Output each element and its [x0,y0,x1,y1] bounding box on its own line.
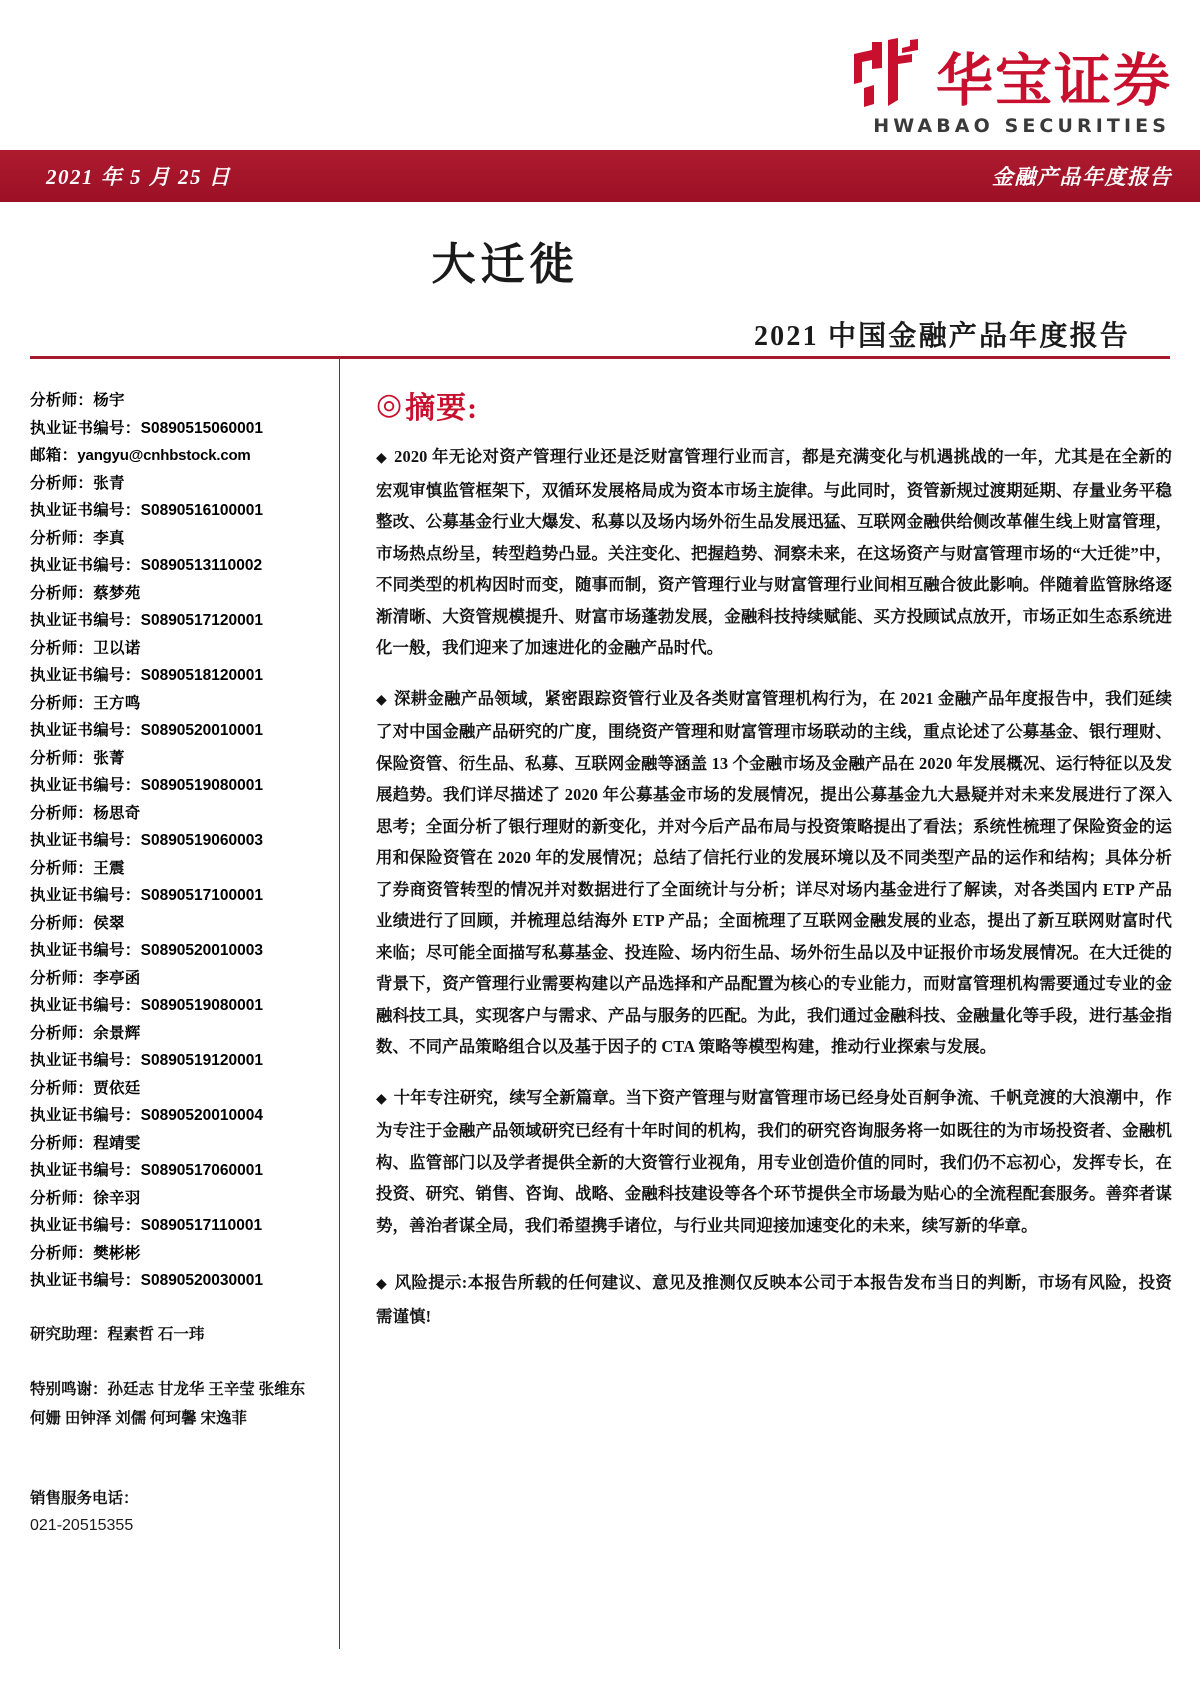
abstract-paragraph [376,1082,1172,1242]
research-assistant-names: 程素哲 石一玮 [107,1325,205,1343]
analyst-cert-row [30,1157,329,1185]
sidebar-spacer-3 [30,1433,329,1459]
logo-row [848,38,1172,114]
cert-number: S0890516100001 [140,502,264,519]
analyst-name: 王方鸣 [93,694,141,712]
analyst-name-row [30,690,329,718]
logo-band [0,0,1200,150]
analyst-name-row [30,1185,329,1213]
cert-number: S0890517060001 [140,1162,264,1179]
bullet-icon: ◆ [376,451,392,466]
analyst-name-row [30,965,329,993]
analyst-label: 分析师： [30,1134,94,1152]
cert-label: 执业证书编号： [30,1107,141,1124]
analyst-name: 张菁 [93,749,125,767]
title-block [0,202,1200,352]
analyst-sidebar [0,359,340,1649]
page-subtitle: 2021 中国金融产品年度报告 [753,321,1130,352]
cert-label: 执业证书编号： [30,777,141,794]
analyst-cert-row [30,717,329,745]
abstract-paragraph-text: 2020 年无论对资产管理行业还是泛财富管理行业而言，都是充满变化与机遇挑战的一年，尤其是在全新的宏观审慎监管框架下，双循环发展格局成为资本市场主旋律。与此同时，资管新规过渡期延期、存量业务平稳整改、公募基金行业大爆发、私募以及场内场外衍生品发展迅猛、互联网金融供给侧改革催生线上财富管理，市场热点纷呈，转型趋势凸显。关注变化、把握趋势、洞察未来，在这场资产与财富管理市场的“大迁徙”中，不同类型的机构因时而变，随事而制，资产管理行业与财富管理行业间相互融合彼此影响。伴随着监管脉络逐渐清晰、大资管规模提升、财富市场蓬勃发展，金融科技持续赋能、买方投顾试点放开，市场正如生态系统进化一般，我们迎来了加速进化的金融产品时代。 [376,447,1172,657]
special-thanks-line-1 [30,1375,329,1404]
abstract-heading-text: 摘要: [405,392,479,425]
analyst-name-row [30,525,329,553]
email-label: 邮箱： [30,447,78,464]
analyst-cert-row [30,1267,329,1295]
analyst-cert-row [30,415,329,443]
analyst-name-row [30,1240,329,1268]
abstract-heading [376,383,1172,427]
analyst-name: 贾依廷 [93,1079,141,1097]
analyst-name: 卫以诺 [93,639,141,657]
body-wrap [0,359,1200,1649]
header-red-bar [0,150,1200,202]
special-thanks-line-2: 何姗 田钟泽 刘儒 何珂馨 宋逸菲 [30,1409,248,1427]
risk-label: 风险提示: [394,1273,468,1292]
cert-label: 执业证书编号： [30,722,141,739]
analyst-label: 分析师： [30,694,94,712]
analyst-cert-row [30,772,329,800]
cert-label: 执业证书编号： [30,1052,141,1069]
abstract-paragraph-text: 十年专注研究，续写全新篇章。当下资产管理与财富管理市场已经身处百舸争流、千帆竞渡的大浪潮中，作为专注于金融产品领域研究已经有十年时间的机构，我们的研究咨询服务将一如既往的为市场投资者、金融机构、监管部门以及学者提供全新的大资管行业视角，用专业创造价值的同时，我们仍不忘初心，发挥专长，在投资、研究、销售、咨询、战略、金融科技建设等各个环节提供全市场最为贴心的全流程配套服务。善弈者谋势，善治者谋全局，我们希望携手诸位，与行业共同迎接加速变化的未来，续写新的华章。 [376,1087,1172,1235]
sidebar-spacer-1 [30,1295,329,1321]
report-date: 2021 年 5 月 25 日 [46,165,232,189]
analyst-label: 分析师： [30,1079,94,1097]
cert-number: S0890520030001 [140,1272,264,1289]
page-title: 大迁徙 [431,240,579,289]
analyst-cert-row [30,552,329,580]
cert-number: S0890517110001 [140,1217,263,1234]
analyst-label: 分析师： [30,392,94,409]
analyst-name: 杨宇 [93,392,125,409]
analyst-name: 樊彬彬 [93,1244,141,1262]
analyst-name: 杨思奇 [93,804,141,822]
analyst-cert-row [30,662,329,690]
cert-number: S0890518120001 [140,667,264,684]
abstract-column [340,359,1200,1649]
cert-number: S0890513110002 [140,557,263,574]
analyst-cert-row [30,607,329,635]
company-logo [848,38,1172,137]
cert-label: 执业证书编号： [30,612,141,629]
cert-label: 执业证书编号： [30,1217,141,1234]
sidebar-spacer-4 [30,1459,329,1485]
analyst-label: 分析师： [30,474,94,492]
abstract-paragraph-list [376,441,1172,1241]
bullet-icon-risk: ◆ [376,1277,388,1292]
analyst-cert-row [30,937,329,965]
cert-label: 执业证书编号： [30,942,141,959]
cert-label: 执业证书编号： [30,997,141,1014]
cert-label: 执业证书编号： [30,1162,141,1179]
analyst-name-row [30,1075,329,1103]
cert-label: 执业证书编号： [30,887,141,904]
special-thanks-names-1: 孙廷志 甘龙华 王辛莹 张维东 [107,1380,306,1398]
analyst-label: 分析师： [30,639,94,657]
cert-number: S0890519060003 [140,832,264,849]
analyst-name-row [30,800,329,828]
analyst-name-row [30,580,329,608]
cert-number: S0890520010003 [140,942,264,959]
research-assistant-label: 研究助理： [30,1325,108,1343]
cert-number: S0890515060001 [140,419,264,437]
cert-label: 执业证书编号： [30,832,141,849]
cert-number: S0890520010001 [140,722,264,739]
analyst-name: 侯翠 [93,914,125,932]
analyst-cert-row [30,1212,329,1240]
logo-english-name: HWABAO SECURITIES [873,115,1170,137]
analyst-label: 分析师： [30,969,94,987]
abstract-paragraph-text: 深耕金融产品领域，紧密跟踪资管行业及各类财富管理机构行为，在 2021 金融产品年度报告中，我们延续了对中国金融产品研究的广度，围绕资产管理和财富管理市场联动的主线，重点论述了公募基金、银行理财、保险资管、衍生品、私募、互联网金融等涵盖 13 个金融市场及金融产品在 2020 年发展概况、运行特征以及发展趋势。我们详尽描述了 2020 年公募基金市场的发展情况，提出公募基金九大悬疑并对未来发展进行了深入思考；全面分析了银行理财的新变化，并对今后产品布局与投资策略提出了看法；系统性梳理了保险资金的运用和保险资管在 2020 年的发展情况；总结了信托行业的发展环境以及不同类型产品的运作和结构；具体分析了券商资管转型的情况并对数据进行了全面统计与分析；详尽对场内基金进行了解读，对各类国内 ETP 产品业绩进行了回顾，并梳理总结海外 ETP 产品；全面梳理了互联网金融发展的业态，提出了新互联网财富时代来临；尽可能全面描写私募基金、投连险、场内衍生品、场外衍生品以及中证报价市场发展情况。在大迁徙的背景下，资产管理行业需要构建以产品选择和产品配置为核心的专业能力，而财富管理机构需要通过专业的金融科技工具，实现客户与需求、产品与服务的匹配。为此，我们通过金融科技、金融量化等手段，进行基金指数、不同产品策略组合以及基于因子的 CTA 策略等模型构建，推动行业探索与发展。 [376,688,1172,1056]
analyst-email[interactable]: yangyu@cnhbstock.com [77,447,251,464]
analyst-label: 分析师： [30,749,94,767]
cert-label: 执业证书编号： [30,1272,141,1289]
analyst-label: 分析师： [30,914,94,932]
risk-disclaimer [376,1267,1172,1332]
analyst-label: 分析师： [30,1024,94,1042]
analyst-label: 分析师： [30,529,94,547]
cert-label: 执业证书编号： [30,557,141,574]
cert-number: S0890519080001 [140,777,264,794]
analyst-name: 余景辉 [93,1024,141,1042]
research-assistant-row [30,1321,329,1349]
cert-number: S0890519080001 [140,997,264,1014]
risk-text: 本报告所载的任何建议、意见及推测仅反映本公司于本报告发布当日的判断，市场有风险，投资需谨慎! [376,1273,1172,1326]
sales-phone-number[interactable]: 021-20515355 [30,1516,134,1534]
abstract-paragraph [376,441,1172,664]
analyst-cert-row [30,1047,329,1075]
analyst-name: 王震 [93,859,125,877]
bullet-icon: ◆ [376,692,391,708]
analyst-name-row [30,745,329,773]
analyst-name-row [30,910,329,938]
analyst-label: 分析师： [30,859,94,877]
analyst-label: 分析师： [30,584,94,602]
special-thanks-label: 特别鸣谢： [30,1380,108,1398]
analyst-name: 程靖雯 [93,1134,141,1152]
analyst-cert-row [30,827,329,855]
analyst-name: 蔡梦苑 [93,584,141,602]
cert-number: S0890517120001 [140,612,264,629]
cert-number: S0890517100001 [140,887,264,904]
analyst-name-row [30,470,329,498]
sales-phone-label: 销售服务电话： [30,1489,139,1507]
cert-number: S0890519120001 [140,1052,264,1069]
cert-number: S0890520010004 [140,1107,264,1124]
report-kind-label: 金融产品年度报告 [992,165,1172,189]
cert-label: 执业证书编号： [30,502,141,519]
logo-chinese-name: 华宝证券 [936,47,1172,114]
analyst-name: 徐辛羽 [93,1189,141,1207]
analyst-name-row [30,387,329,415]
analyst-name-row [30,855,329,883]
analyst-cert-row [30,882,329,910]
analyst-name: 李真 [93,529,125,547]
analyst-list [30,387,329,1295]
cert-label: 执业证书编号： [30,667,141,684]
hwabao-mark-icon [848,38,922,108]
analyst-email-row[interactable] [30,442,329,470]
sidebar-spacer-2 [30,1349,329,1375]
analyst-label: 分析师： [30,1244,94,1262]
circle-icon: ◎ [376,388,404,421]
analyst-name-row [30,1130,329,1158]
analyst-label: 分析师： [30,1189,94,1207]
analyst-label: 分析师： [30,804,94,822]
analyst-name-row [30,635,329,663]
analyst-cert-row [30,1102,329,1130]
analyst-cert-row [30,497,329,525]
analyst-cert-row [30,992,329,1020]
bullet-icon: ◆ [376,1091,391,1107]
cert-label: 执业证书编号： [30,419,141,437]
analyst-name: 李亭函 [93,969,141,987]
analyst-name: 张青 [93,474,125,492]
analyst-name-row [30,1020,329,1048]
abstract-paragraph [376,683,1172,1063]
